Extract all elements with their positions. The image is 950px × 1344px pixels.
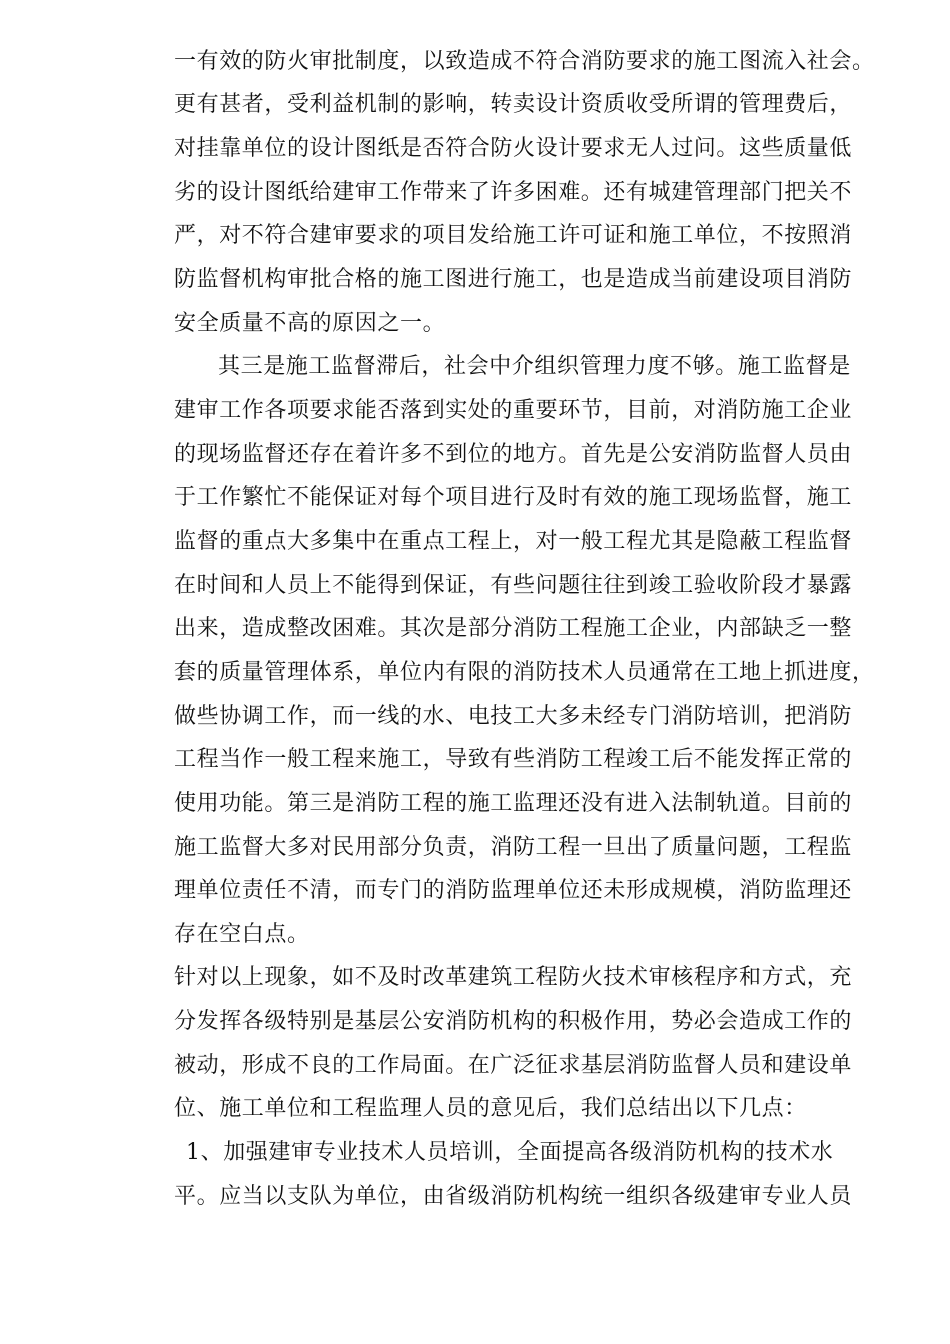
text-line: 位、施工单位和工程监理人员的意见后，我们总结出以下几点： [174,1096,807,1121]
text-line: 使用功能。第三是消防工程的施工监理还没有进入法制轨道。目前的 [174,791,853,816]
text-line: 理单位责任不清，而专门的消防监理单位还未形成规模，消防监理还 [174,878,853,903]
text-line: 对挂靠单位的设计图纸是否符合防火设计要求无人过问。这些质量低 [174,136,853,161]
list-item-first-line: 1、加强建审专业技术人员培训，全面提高各级消防机构的技术水 [186,1140,834,1165]
text-line: 套的质量管理体系，单位内有限的消防技术人员通常在工地上抓进度， [174,660,875,685]
text-line: 被动，形成不良的工作局面。在广泛征求基层消防监督人员和建设单 [174,1053,853,1078]
text-line: 更有甚者，受利益机制的影响，转卖设计资质收受所谓的管理费后， [174,92,853,117]
text-line: 分发挥各级特别是基层公安消防机构的积极作用，势必会造成工作的 [174,1009,853,1034]
text-line: 一有效的防火审批制度，以致造成不符合消防要求的施工图流入社会。 [174,49,875,74]
text-line: 劣的设计图纸给建审工作带来了许多困难。还有城建管理部门把关不 [174,180,853,205]
text-line: 在时间和人员上不能得到保证，有些问题往往到竣工验收阶段才暴露 [174,573,853,598]
text-line: 做些协调工作，而一线的水、电技工大多未经专门消防培训，把消防 [174,704,853,729]
text-line: 出来，造成整改困难。其次是部分消防工程施工企业，内部缺乏一整 [174,616,853,641]
text-line: 工程当作一般工程来施工，导致有些消防工程竣工后不能发挥正常的 [174,747,853,772]
text-line: 施工监督大多对民用部分负责，消防工程一旦出了质量问题，工程监 [174,835,853,860]
text-line: 于工作繁忙不能保证对每个项目进行及时有效的施工现场监督，施工 [174,485,853,510]
text-line: 严，对不符合建审要求的项目发给施工许可证和施工单位，不按照消 [174,223,853,248]
text-line: 存在空白点。 [174,922,310,947]
text-line: 安全质量不高的原因之一。 [174,311,446,336]
text-line: 平。应当以支队为单位，由省级消防机构统一组织各级建审专业人员 [174,1184,853,1209]
text-line: 监督的重点大多集中在重点工程上，对一般工程尤其是隐蔽工程监督 [174,529,853,554]
text-line: 的现场监督还存在着许多不到位的地方。首先是公安消防监督人员由 [174,442,853,467]
paragraph-first-line: 其三是施工监督滞后，社会中介组织管理力度不够。施工监督是 [218,354,851,379]
text-line: 建审工作各项要求能否落到实处的重要环节，目前，对消防施工企业 [174,398,853,423]
paragraph-first-line: 针对以上现象，如不及时改革建筑工程防火技术审核程序和方式，充 [174,965,853,990]
text-line: 防监督机构审批合格的施工图进行施工，也是造成当前建设项目消防 [174,267,853,292]
